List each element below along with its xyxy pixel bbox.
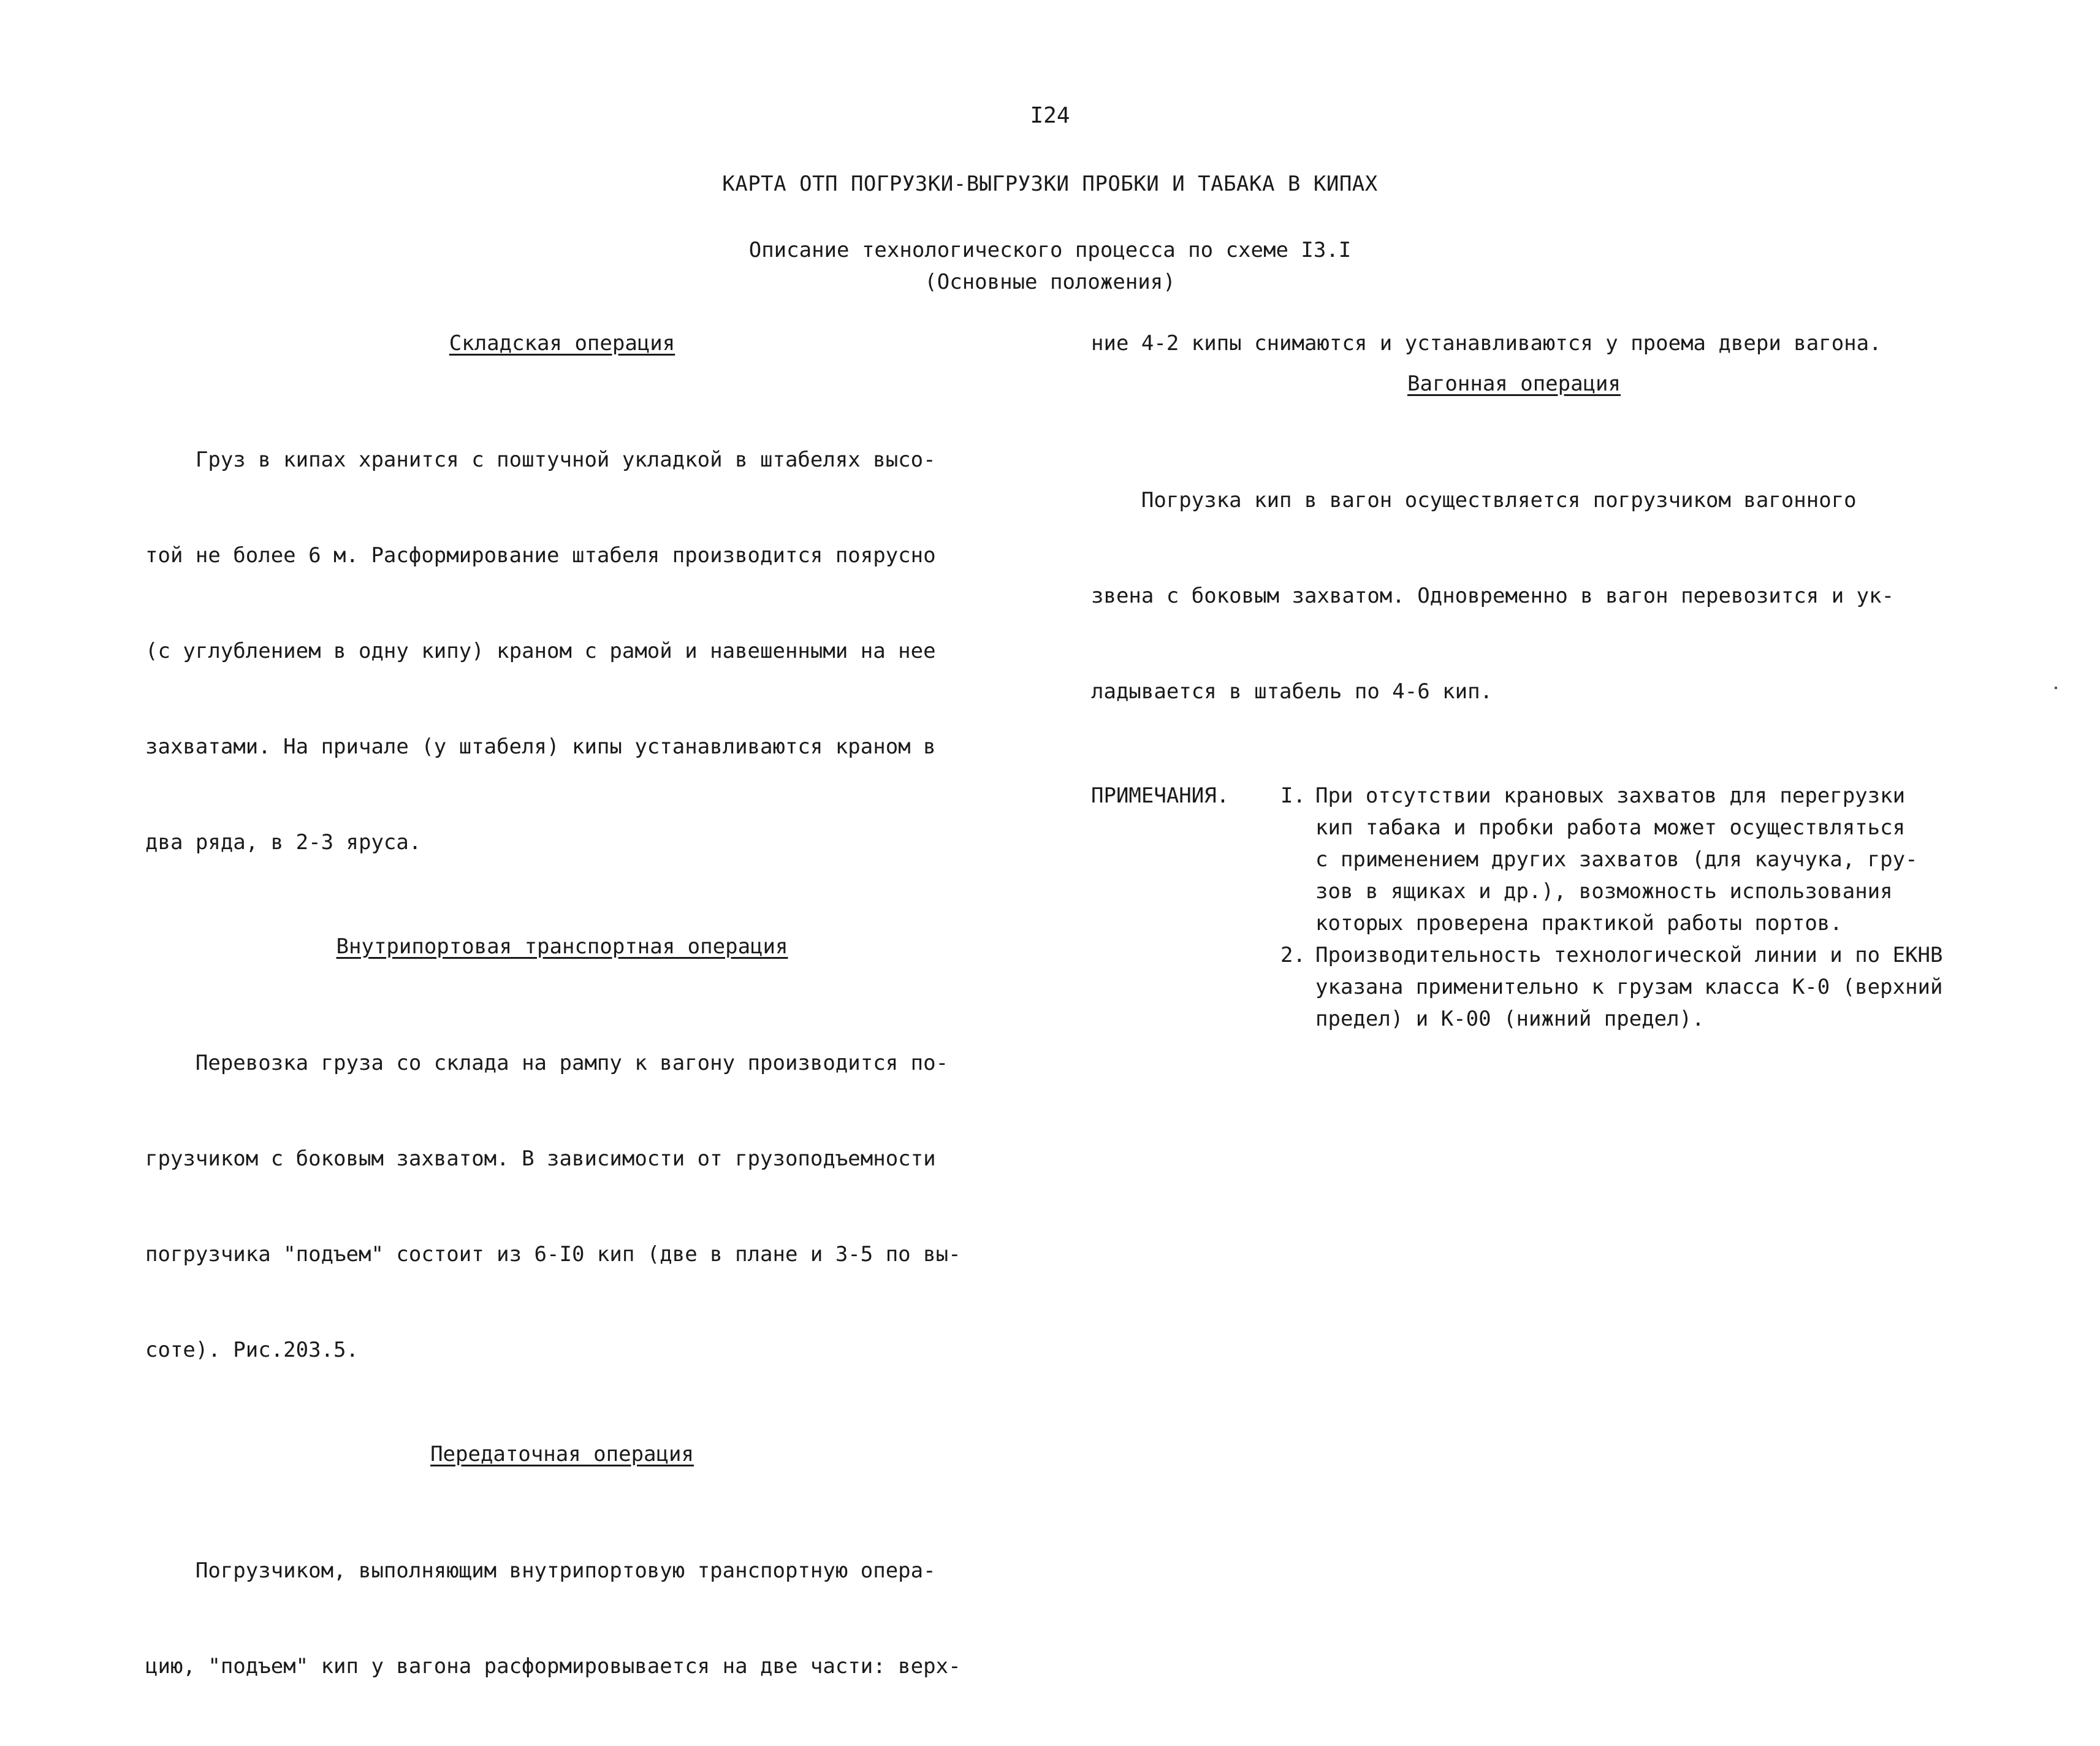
subtitle-line: Описание технологического процесса по схеме I3.I	[748, 238, 1352, 262]
note-item-1	[1091, 780, 1937, 939]
text-line: Погрузка кип в вагон осуществляется погрузчиком вагонного	[1091, 488, 1857, 513]
text-line: грузчиком с боковым захватом. В зависимости от грузоподъемности	[145, 1146, 936, 1171]
text-line: кип табака и пробки работа может осуществляться	[1315, 815, 1906, 840]
text-line: зов в ящиках и др.), возможность использования	[1315, 879, 1893, 904]
section-heading-storage: Складская операция	[449, 331, 675, 356]
scan-dot	[2055, 687, 2057, 689]
text-line: погрузчика "подъем" состоит из 6-I0 кип (две в плане и 3-5 по вы-	[145, 1242, 961, 1267]
text-line: Производительность технологической линии и по ЕКНВ	[1315, 943, 1943, 967]
subtitle-line: (Основные положения)	[924, 270, 1176, 294]
note-item-2	[1091, 939, 1943, 1035]
text-line: два ряда, в 2-3 яруса.	[145, 830, 422, 855]
document-title: КАРТА ОТП ПОГРУЗКИ-ВЫГРУЗКИ ПРОБКИ И ТАБАКА В КИПАХ	[722, 172, 1378, 196]
text-line: Перевозка груза со склада на рампу к вагону производится по-	[145, 1051, 949, 1075]
section-heading-wagon: Вагонная операция	[1407, 372, 1621, 396]
section-text-transfer	[145, 1491, 979, 1746]
note-text	[1315, 939, 1943, 1035]
page-number: I24	[1030, 103, 1070, 128]
text-line: предел) и К-00 (нижний предел).	[1315, 1007, 1705, 1031]
document-subtitle	[498, 234, 1602, 298]
section-heading-port-transport: Внутрипортовая транспортная операция	[336, 934, 788, 959]
text-line: той не более 6 м. Расформирование штабеля производится поярусно	[145, 543, 936, 568]
text-line: с применением других захватов (для каучука, гру-	[1315, 847, 1918, 872]
text-line: Погрузчиком, выполняющим внутрипортовую транспортную опера-	[145, 1558, 936, 1583]
text-line: (с углублением в одну кипу) краном с рамой и навешенными на нее	[145, 639, 936, 663]
text-line: При отсутствии крановых захватов для перегрузки	[1315, 783, 1906, 808]
text-line: Груз в кипах хранится с поштучной укладкой в штабелях высо-	[145, 448, 936, 472]
section-heading-transfer: Передаточная операция	[430, 1442, 694, 1466]
section-text-wagon	[1091, 421, 1937, 771]
note-number: I.	[1280, 783, 1306, 808]
section-text-storage	[145, 380, 979, 922]
text-line: указана применительно к грузам класса К-0 (верхний	[1315, 975, 1943, 999]
right-column	[1091, 327, 1943, 1035]
continuation-line: ние 4-2 кипы снимаются и устанавливаются у проема двери вагона.	[1091, 331, 1882, 356]
left-column	[145, 327, 979, 1746]
text-line: ладывается в штабель по 4-6 кип.	[1091, 679, 1493, 704]
text-line: звена с боковым захватом. Одновременно в вагон перевозится и ук-	[1091, 584, 1895, 608]
notes-label: ПРИМЕЧАНИЯ.	[1091, 783, 1230, 808]
text-line: которых проверена практикой работы портов.	[1315, 911, 1843, 936]
note-number: 2.	[1280, 943, 1306, 967]
section-text-port-transport	[145, 983, 979, 1430]
note-text	[1315, 780, 1937, 939]
text-line: захватами. На причале (у штабеля) кипы устанавливаются краном в	[145, 734, 936, 759]
text-line: соте). Рис.203.5.	[145, 1338, 359, 1362]
text-line: цию, "подъем" кип у вагона расформировывается на две части: верх-	[145, 1654, 961, 1679]
